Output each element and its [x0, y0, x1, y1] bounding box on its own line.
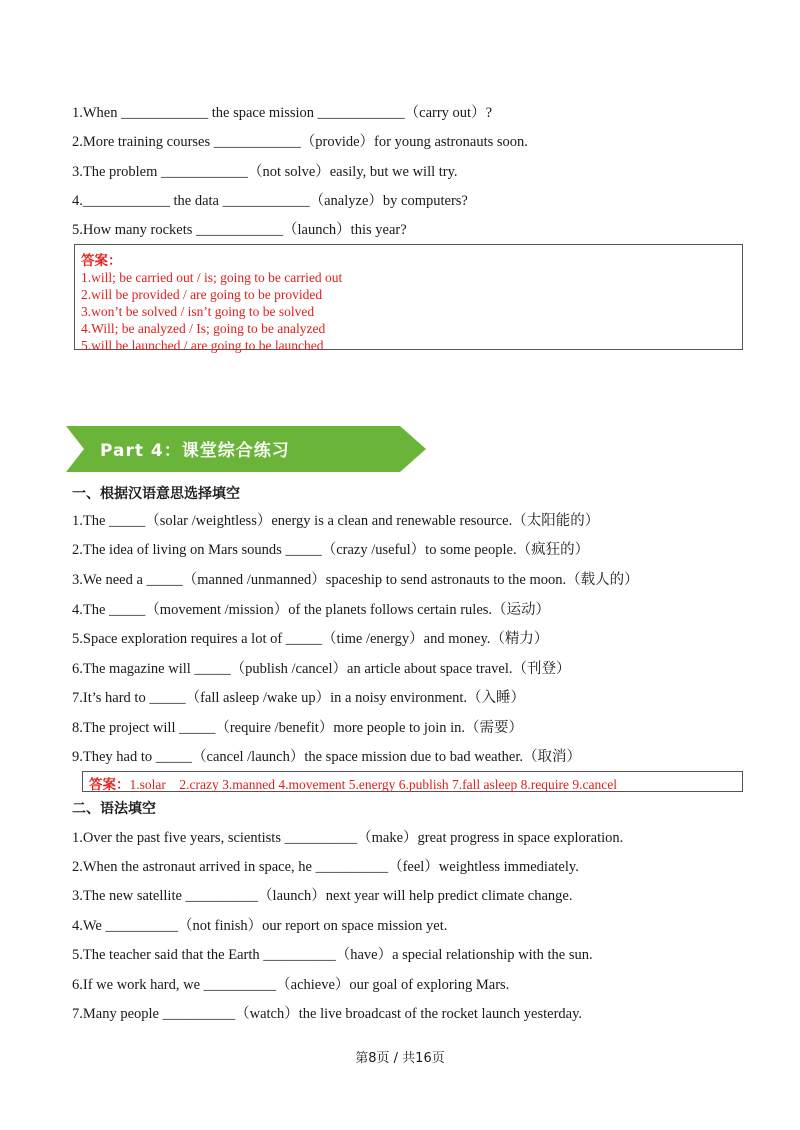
answer-box — [74, 244, 743, 353]
question-line: 2.When the astronaut arrived in space, he __________（feel）weightless immediately. — [72, 859, 579, 875]
answer-line: 4.Will; be analyzed / Is; going to be analyzed — [81, 321, 326, 336]
exercise2-heading: 二、语法填空 — [72, 801, 156, 817]
answer-line: 1.will; be carried out / is; going to be carried out — [81, 270, 343, 285]
answer-line: 3.won’t be solved / isn’t going to be solved — [81, 304, 315, 319]
answer-box — [82, 771, 743, 792]
page-footer: 第8页 / 共16页 — [355, 1051, 445, 1066]
question-line: 1.The _____（solar /weightless）energy is a clean and renewable resource.（太阳能的） — [72, 513, 600, 529]
question-line: 2.The idea of living on Mars sounds _____（crazy /useful）to some people.（疯狂的） — [72, 542, 590, 558]
question-line: 5.The teacher said that the Earth __________（have）a special relationship with the sun. — [72, 947, 593, 963]
question-line: 3.We need a _____（manned /unmanned）spaceship to send astronauts to the moon.（载人的） — [72, 572, 639, 588]
question-line: 9.They had to _____（cancel /launch）the space mission due to bad weather.（取消） — [72, 749, 581, 765]
answer-line: 5.will be launched / are going to be launched — [81, 338, 324, 353]
question-line: 5.Space exploration requires a lot of _____（time /energy）and money.（精力） — [72, 631, 549, 647]
question-line: 3.The new satellite __________（launch）next year will help predict climate change. — [72, 888, 573, 904]
question-line: 7.It’s hard to _____（fall asleep /wake up）in a noisy environment.（入睡） — [72, 690, 526, 706]
answer-line: 1.solar 2.crazy 3.manned 4.movement 5.energy 6.publish 7.fall asleep 8.require 9.cancel — [129, 777, 617, 792]
question-line: 5.How many rockets ____________（launch）this year? — [72, 222, 407, 238]
question-line: 6.The magazine will _____（publish /cancel）an article about space travel.（刊登） — [72, 661, 571, 677]
question-line: 4.____________ the data ____________（analyze）by computers? — [72, 193, 468, 209]
question-line: 2.More training courses ____________（provide）for young astronauts soon. — [72, 134, 528, 150]
question-line: 6.If we work hard, we __________（achieve）our goal of exploring Mars. — [72, 977, 510, 993]
question-line: 3.The problem ____________（not solve）easily, but we will try. — [72, 164, 458, 180]
question-line: 4.We __________（not finish）our report on space mission yet. — [72, 918, 448, 934]
question-line: 1.When ____________ the space mission ____________（carry out）? — [72, 105, 493, 121]
answer-label: 答案： — [81, 253, 122, 269]
exercise1-heading: 一、根据汉语意思选择填空 — [72, 486, 240, 502]
part4-banner-title: Part 4：课堂综合练习 — [100, 441, 290, 461]
question-line: 7.Many people __________（watch）the live broadcast of the rocket launch yesterday. — [72, 1006, 583, 1022]
answer-label: 答案： — [89, 777, 130, 793]
question-line: 4.The _____（movement /mission）of the planets follows certain rules.（运动） — [72, 602, 551, 618]
question-line: 8.The project will _____（require /benefit）more people to join in.（需要） — [72, 720, 524, 736]
question-line: 1.Over the past five years, scientists __________（make）great progress in space exploration. — [72, 830, 624, 846]
answer-line: 2.will be provided / are going to be provided — [81, 287, 323, 302]
